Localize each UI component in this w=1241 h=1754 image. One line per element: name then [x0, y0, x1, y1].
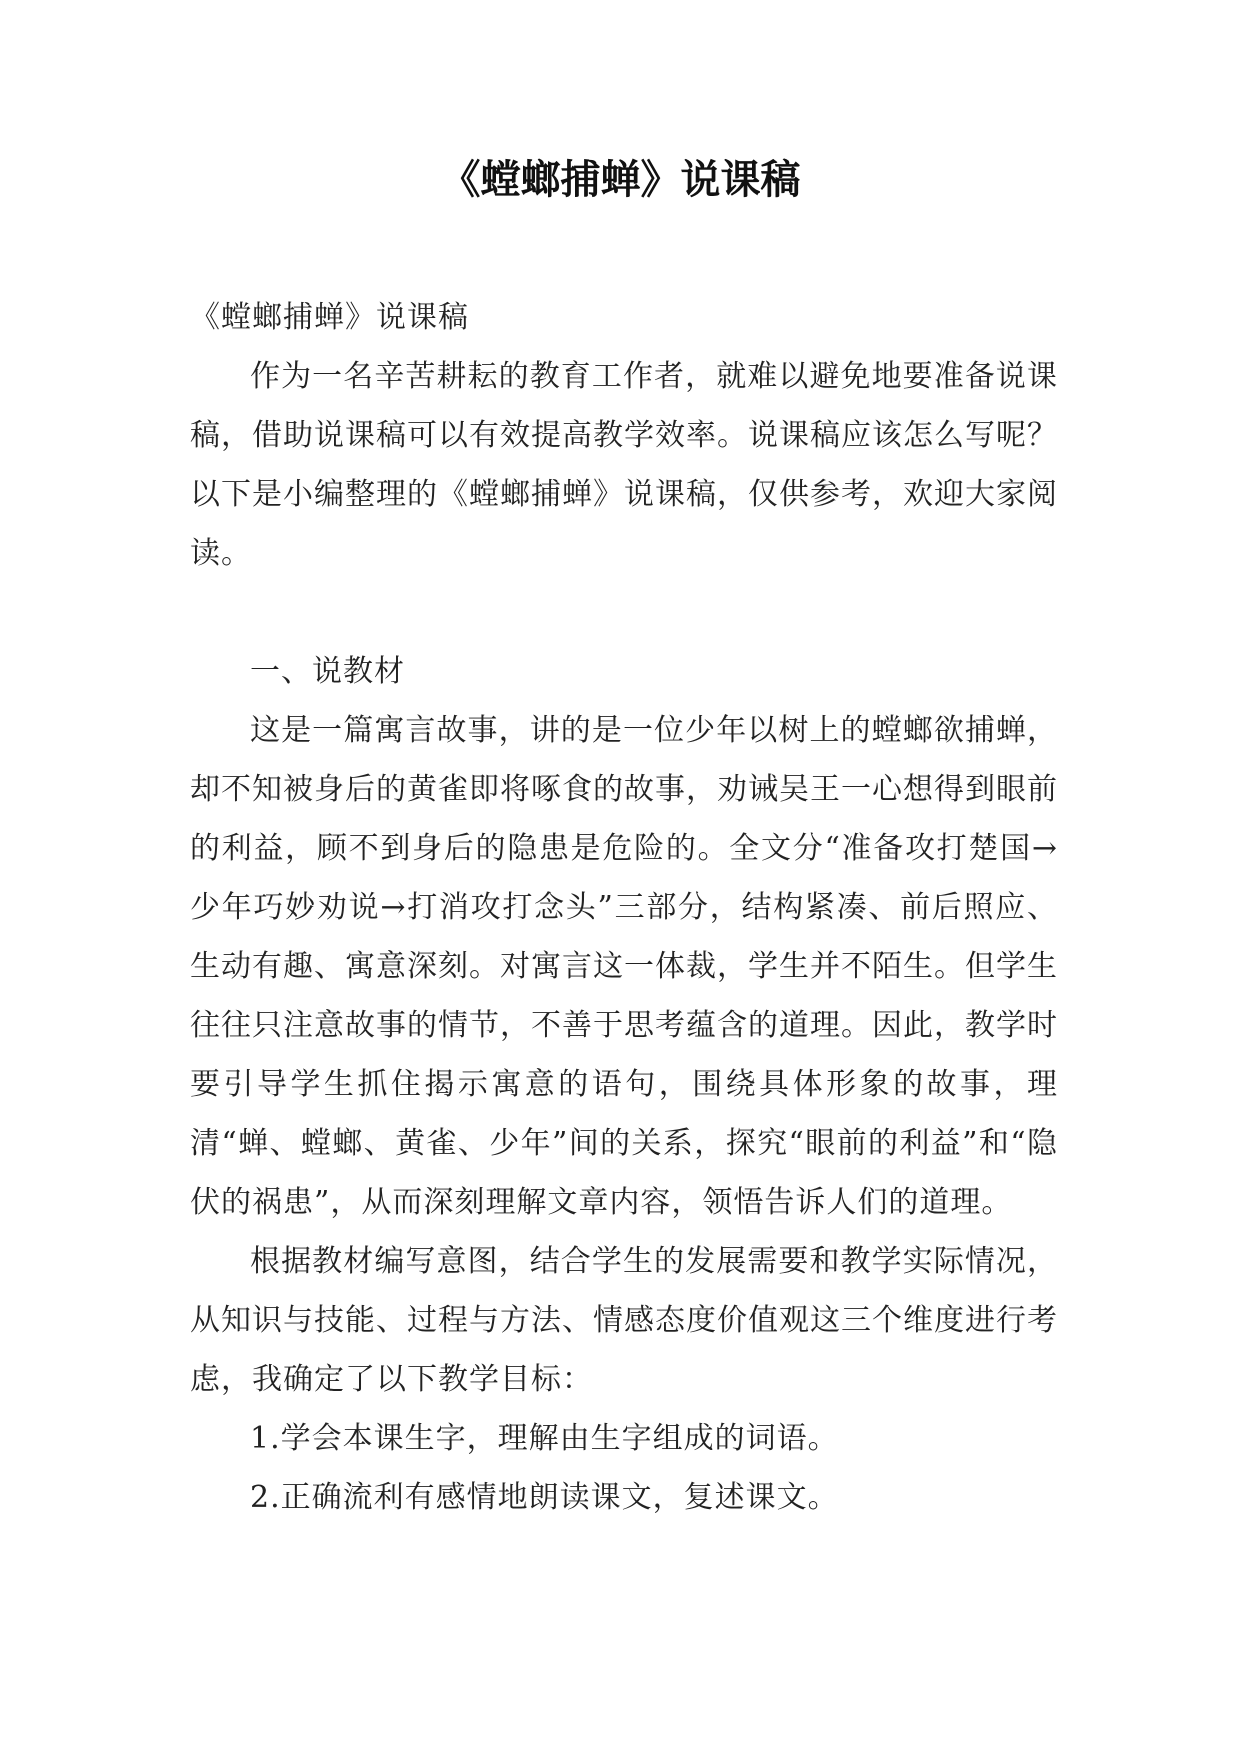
- document-body: [190, 288, 1058, 1527]
- intro-paragraph: 作为一名辛苦耕耘的教育工作者，就难以避免地要准备说课稿，借助说课稿可以有效提高教学效率。说课稿应该怎么写呢？以下是小编整理的《螳螂捕蝉》说课稿，仅供参考，欢迎大家阅读。: [190, 359, 1058, 571]
- teaching-goal-item-2: 2.正确流利有感情地朗读课文，复述课文。: [250, 1480, 839, 1515]
- subtitle-line: 《螳螂捕蝉》说课稿: [190, 300, 469, 335]
- section-heading-teaching-material: 一、说教材: [250, 654, 405, 689]
- teaching-goals-intro-paragraph: 根据教材编写意图，结合学生的发展需要和教学实际情况，从知识与技能、过程与方法、情感态度价值观这三个维度进行考虑，我确定了以下教学目标：: [190, 1244, 1058, 1397]
- teaching-goal-item-1: 1.学会本课生字，理解由生字组成的词语。: [250, 1421, 839, 1456]
- teaching-material-paragraph: 这是一篇寓言故事，讲的是一位少年以树上的螳螂欲捕蝉，却不知被身后的黄雀即将啄食的故事，劝诫吴王一心想得到眼前的利益，顾不到身后的隐患是危险的。全文分“准备攻打楚国→少年巧妙劝说→打消攻打念头”三部分，结构紧凑、前后照应、生动有趣、寓意深刻。对寓言这一体裁，学生并不陌生。但学生往往只注意故事的情节，不善于思考蕴含的道理。因此，教学时要引导学生抓住揭示寓意的语句，围绕具体形象的故事，理清“蝉、螳螂、黄雀、少年”间的关系，探究“眼前的利益”和“隐伏的祸患”，从而深刻理解文章内容，领悟告诉人们的道理。: [190, 713, 1058, 1220]
- document-title: 《螳螂捕蝉》说课稿: [440, 156, 801, 203]
